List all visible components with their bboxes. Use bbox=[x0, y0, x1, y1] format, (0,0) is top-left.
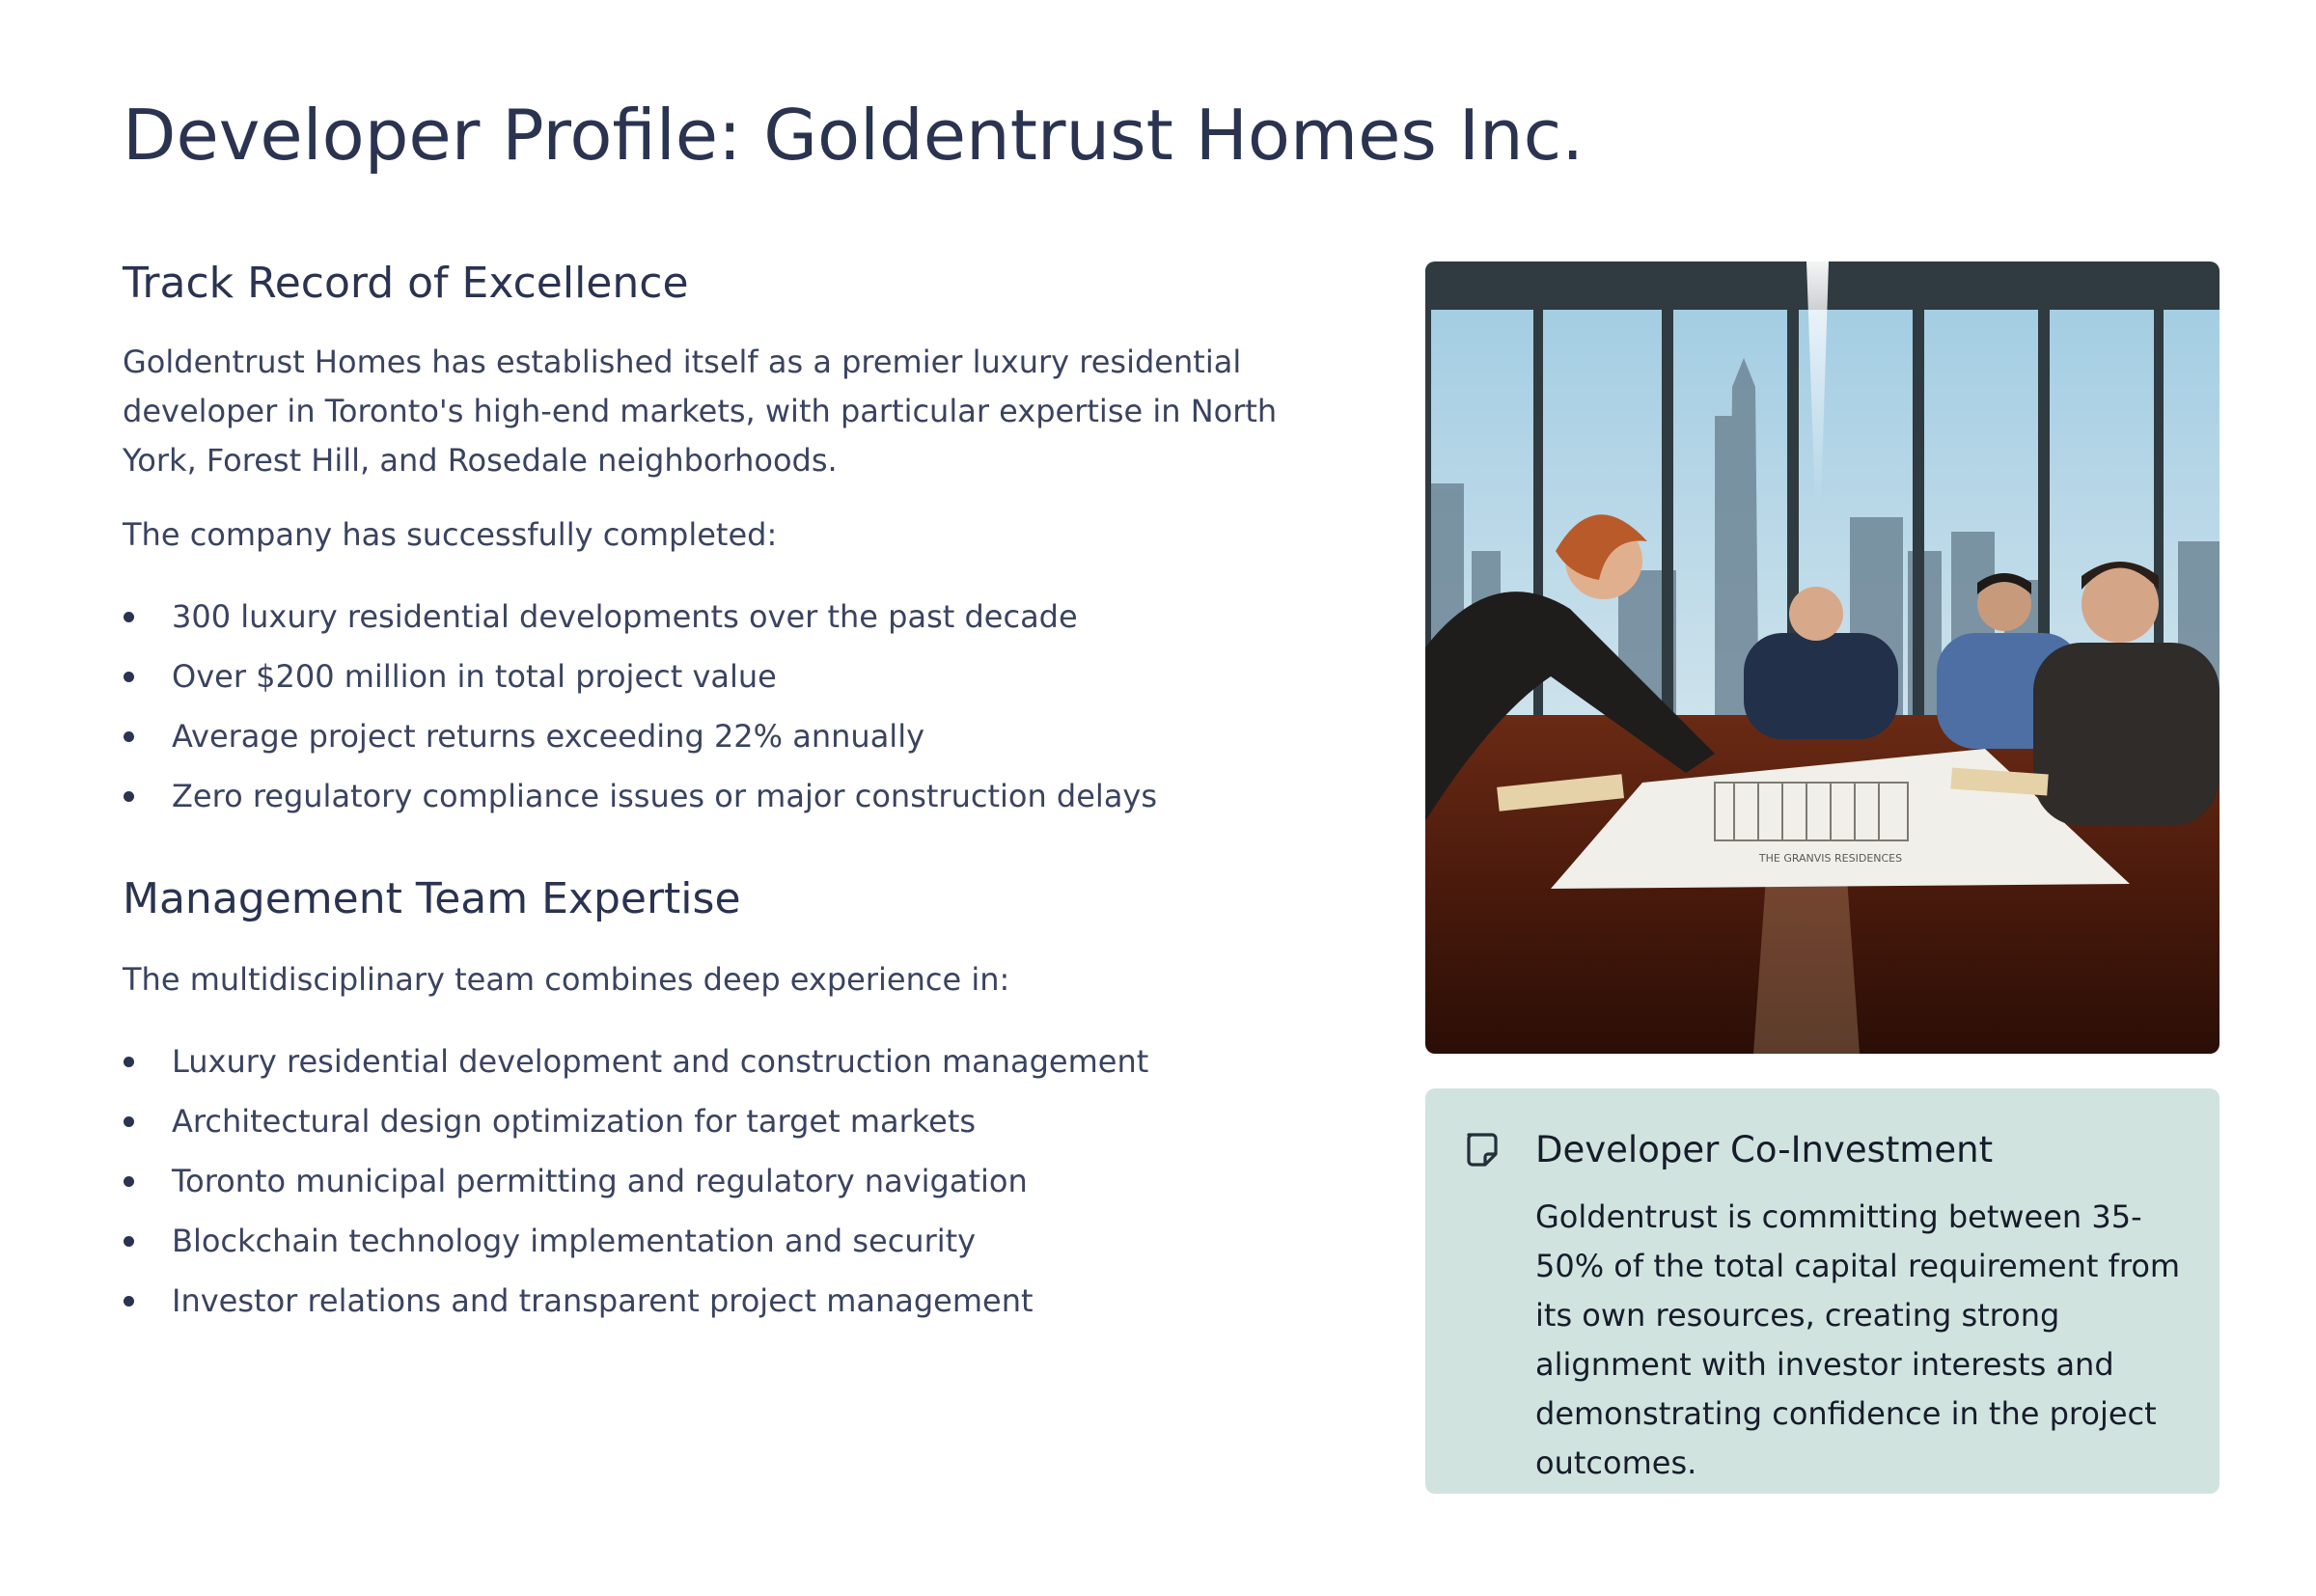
list-item bbox=[123, 706, 1338, 766]
list-item-text: Investor relations and transparent project management bbox=[172, 1282, 1034, 1319]
track-record-list bbox=[123, 587, 1338, 826]
list-item-text: Blockchain technology implementation and security bbox=[172, 1223, 977, 1259]
list-item-text: Over $200 million in total project value bbox=[172, 658, 777, 695]
list-item bbox=[123, 1032, 1338, 1091]
list-item bbox=[123, 1091, 1338, 1151]
list-item bbox=[123, 766, 1338, 826]
bullet-icon bbox=[124, 672, 134, 682]
track-record-heading: Track Record of Excellence bbox=[123, 259, 689, 308]
bullet-icon bbox=[124, 1057, 134, 1067]
bullet-icon bbox=[124, 1296, 134, 1307]
list-item-text: Zero regulatory compliance issues or major construction delays bbox=[172, 778, 1158, 814]
blueprint-caption: THE GRANVIS RESIDENCES bbox=[1758, 852, 1903, 865]
list-item bbox=[123, 1211, 1338, 1271]
management-list bbox=[123, 1032, 1338, 1331]
bullet-icon bbox=[124, 1176, 134, 1187]
callout-title: Developer Co-Investment bbox=[1535, 1129, 1994, 1170]
list-item-text: Average project returns exceeding 22% annually bbox=[172, 718, 925, 755]
profile-content bbox=[123, 253, 1338, 1331]
track-record-intro: Goldentrust Homes has established itself as a premier luxury residential developer in Toronto's high-end markets, with particular expertise in North York, Forest Hill, and Rosedale neighborhoods. bbox=[123, 344, 1278, 479]
callout-body: Goldentrust is committing between 35-50% of the total capital requirement from its own resources, creating strong alignment with investor interests and demonstrating confidence in the project outcomes. bbox=[1535, 1198, 2181, 1481]
list-item-text: Luxury residential development and construction management bbox=[172, 1043, 1149, 1080]
list-item bbox=[123, 1271, 1338, 1331]
list-item-text: 300 luxury residential developments over the past decade bbox=[172, 598, 1078, 635]
sticky-note-icon bbox=[1462, 1131, 1499, 1168]
page-title: Developer Profile: Goldentrust Homes Inc. bbox=[123, 95, 1585, 176]
bullet-icon bbox=[124, 731, 134, 742]
bullet-icon bbox=[124, 1116, 134, 1127]
bullet-icon bbox=[124, 1236, 134, 1247]
boardroom-illustration bbox=[1425, 261, 2220, 1054]
list-item bbox=[123, 647, 1338, 706]
list-item-text: Toronto municipal permitting and regulatory navigation bbox=[172, 1163, 1028, 1199]
list-item bbox=[123, 1151, 1338, 1211]
sidebar bbox=[1425, 261, 2220, 1494]
boardroom-meeting-photo bbox=[1425, 261, 2220, 1054]
management-heading: Management Team Expertise bbox=[123, 874, 741, 923]
management-lead: The multidisciplinary team combines deep experience in: bbox=[123, 961, 1010, 998]
co-investment-callout bbox=[1425, 1088, 2220, 1494]
bullet-icon bbox=[124, 791, 134, 802]
list-item-text: Architectural design optimization for target markets bbox=[172, 1103, 977, 1140]
list-item bbox=[123, 587, 1338, 647]
track-record-lead: The company has successfully completed: bbox=[123, 516, 778, 553]
bullet-icon bbox=[124, 612, 134, 622]
